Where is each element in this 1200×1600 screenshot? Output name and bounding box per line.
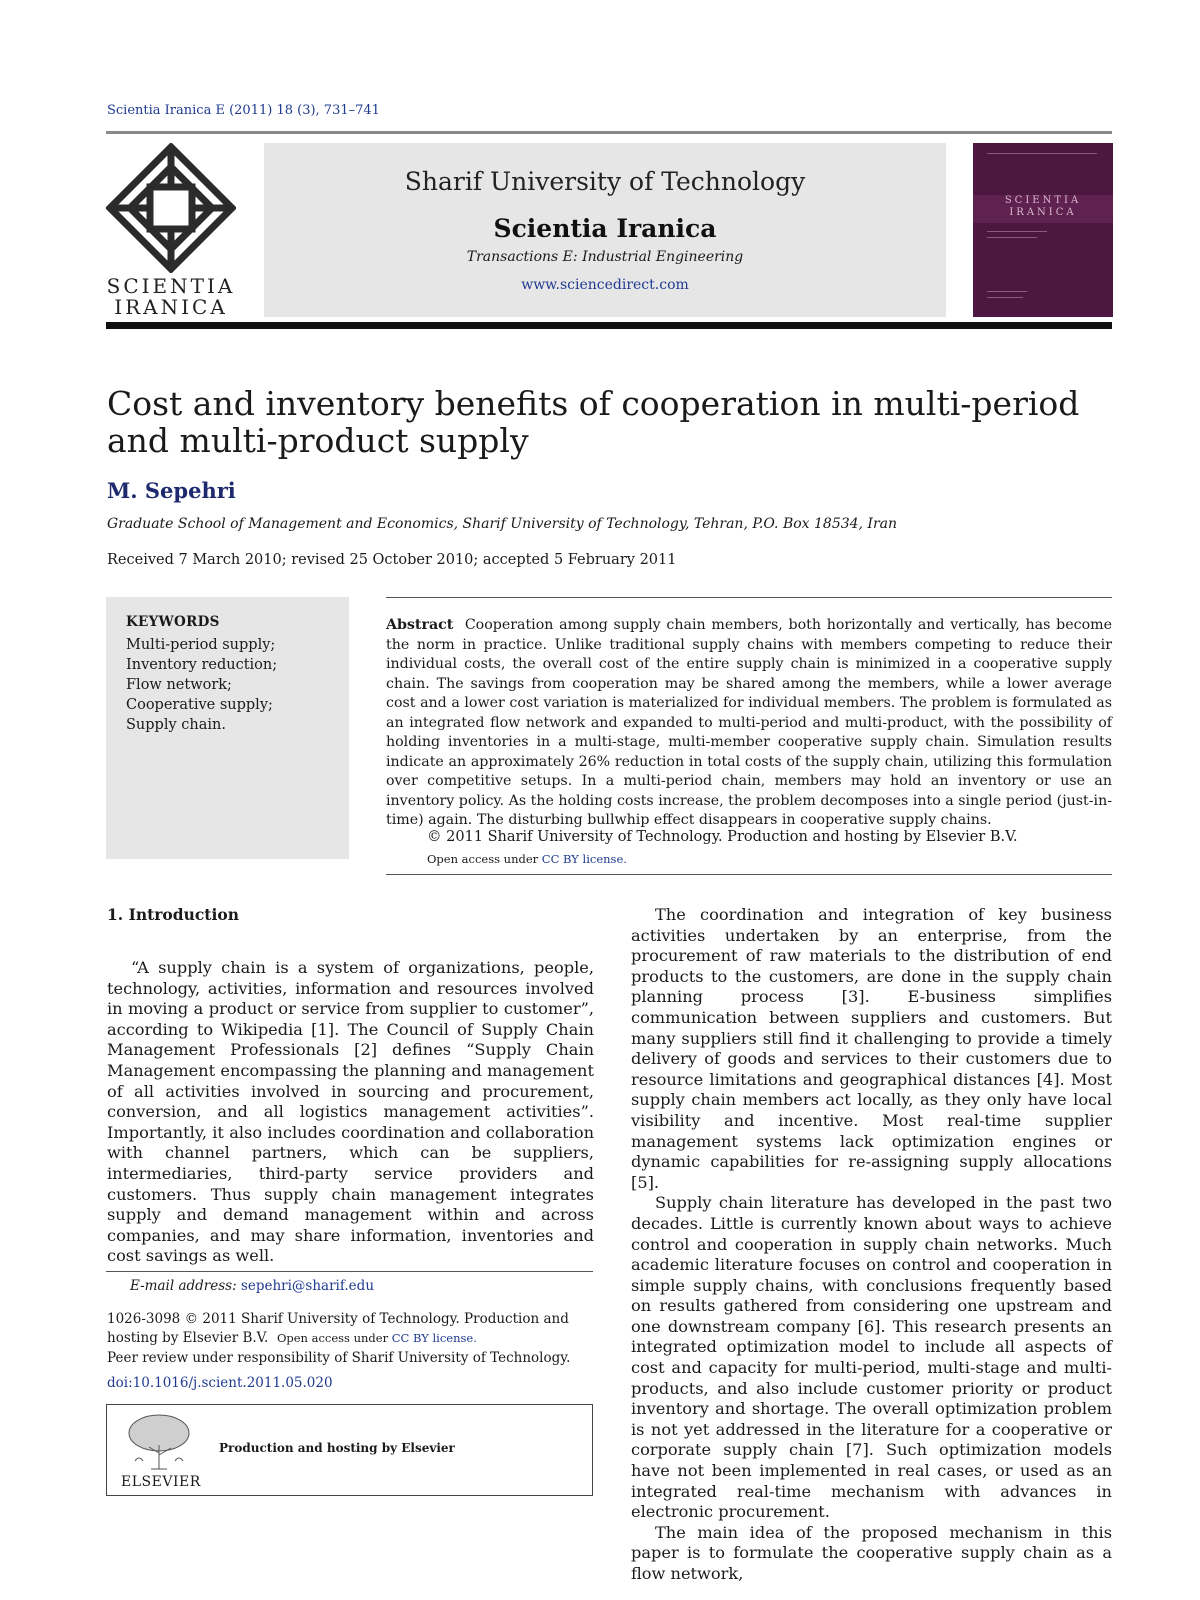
keyword-item: Cooperative supply; — [126, 697, 273, 713]
journal-name: Scientia Iranica — [493, 214, 717, 243]
peer-review-note: Peer review under responsibility of Sharif University of Technology. — [107, 1350, 571, 1366]
elsevier-wordmark: ELSEVIER — [121, 1474, 201, 1490]
cover-title-line2: IRANICA — [1009, 207, 1077, 218]
scientia-iranica-logo — [106, 143, 236, 318]
cover-line — [987, 291, 1027, 292]
abstract-top-rule — [386, 597, 1112, 598]
keyword-item: Inventory reduction; — [126, 657, 278, 673]
keyword-item: Supply chain. — [126, 717, 226, 733]
header-rule — [106, 131, 1112, 134]
doi-link[interactable]: doi:10.1016/j.scient.2011.05.020 — [107, 1375, 333, 1391]
abstract-bottom-rule — [386, 874, 1112, 875]
cover-line — [987, 237, 1037, 238]
body-paragraph: The main idea of the proposed mechanism in this paper is to formulate the cooperative supply chain as a flow network, — [631, 1522, 1112, 1583]
abstract-text: Cooperation among supply chain members, both horizontally and vertically, has become the norm in practice. Unlike traditional supply chains with members competing to reduce their individual costs, the overall cost of the entire supply chain is minimized in a cooperative supply chain. The savings from cooperation may be shared among the members, while a lower average cost and a lower cost variation is materialized for individual members. The problem is formulated as an integrated flow network and expanded to multi-period and multi-product, with the possibility of holding inventories in a multi-stage, multi-member cooperative supply chain. Simulation results indicate an approximately 26% reduction in total costs of the supply chain, utilizing this formulation over competitive setups. In a multi-period chain, members may hold an inventory or use an inventory policy. As the holding costs increase, the problem decomposes into a single period (just-in-time) again. The disturbing bullwhip effect disappears in cooperative supply chains. — [386, 617, 1112, 828]
keywords-box — [106, 597, 349, 859]
footnote-rule — [106, 1271, 593, 1272]
email-link[interactable]: sepehri@sharif.edu — [240, 1278, 375, 1294]
keywords-heading: KEYWORDS — [126, 614, 220, 630]
introduction-column — [107, 958, 594, 1267]
elsevier-tree-icon — [121, 1411, 197, 1473]
issn-line: 1026-3098 © 2011 Sharif University of Technology. Production and hosting by Elsevier B.V. — [107, 1311, 569, 1346]
abstract-open-access — [427, 852, 627, 866]
elsevier-hosting-text: Production and hosting by Elsevier — [219, 1441, 455, 1455]
keywords-list — [126, 635, 277, 735]
journal-header — [264, 143, 946, 317]
body-paragraph: Supply chain literature has developed in the past two decades. Little is currently known about ways to achieve control and cooperation in supply chain networks. Much academic literature focuses on control and cooperation in simple supply chains, with conclusions frequently based on results gathered from considering one upstream and one downstream company [6]. This research presents an integrated optimization model to include all aspects of cost and capacity for multi-period, multi-stage and multi-products, and also include customer priority or product inventory and shortage. The overall optimization problem is not yet addressed in the literature for a cooperative or corporate supply chain [7]. Such optimization models have not been implemented in real cases, or used as an integrated real-time mechanism with advances in electronic procurement. — [631, 1193, 1112, 1522]
author-affiliation: Graduate School of Management and Economics, Sharif University of Technology, Tehran, P.O. Box 18534, Iran — [107, 516, 898, 532]
article-title: Cost and inventory benefits of cooperation in multi-period and multi-product supply — [107, 384, 1080, 460]
keyword-item: Flow network; — [126, 677, 232, 693]
right-column — [631, 905, 1112, 1585]
author-name[interactable]: M. Sepehri — [107, 478, 236, 503]
author-email — [130, 1278, 374, 1294]
knot-emblem-icon — [106, 143, 236, 273]
journal-transactions: Transactions E: Industrial Engineering — [466, 249, 744, 265]
cover-line — [987, 153, 1097, 154]
issn-copyright — [107, 1310, 597, 1348]
open-access-prefix: Open access under — [276, 1331, 392, 1345]
cover-title — [973, 195, 1113, 219]
journal-cover-thumbnail[interactable] — [973, 143, 1113, 317]
email-label: E-mail address: — [130, 1278, 237, 1294]
section-heading-introduction: 1. Introduction — [107, 905, 239, 924]
cover-line — [987, 297, 1023, 298]
logo-text-line2: IRANICA — [114, 295, 228, 319]
abstract-copyright: © 2011 Sharif University of Technology. Production and hosting by Elsevier B.V. — [427, 829, 1018, 845]
abstract-label: Abstract — [386, 617, 454, 633]
cc-by-license-link[interactable]: CC BY license. — [541, 852, 627, 866]
cc-by-license-link[interactable]: CC BY license. — [391, 1331, 477, 1345]
open-access-prefix: Open access under — [427, 852, 542, 866]
elsevier-hosting-box — [106, 1404, 593, 1496]
body-paragraph: The coordination and integration of key business activities undertaken by an enterprise, from the procurement of raw materials to the distribution of end products to the customers, are done in the supply chain planning process [3]. E-business simplifies communication between suppliers and customers. But many suppliers still find it challenging to provide a timely delivery of goods and services to their customers due to resource limitations and geographical distances [4]. Most supply chain members act locally, as they only have local visibility and incentive. Most real-time supplier management systems lack optimization engines or dynamic capabilities for re-assigning supply allocations [5]. — [631, 905, 1112, 1192]
article-history: Received 7 March 2010; revised 25 October 2010; accepted 5 February 2011 — [107, 552, 677, 568]
journal-citation[interactable]: Scientia Iranica E (2011) 18 (3), 731–741 — [107, 103, 380, 118]
cover-title-line1: SCIENTIA — [1004, 195, 1082, 206]
body-paragraph: “A supply chain is a system of organizations, people, technology, activities, information and resources involved in moving a product or service from supplier to customer”, according to Wikipedia [1]. The Council of Supply Chain Management Professionals [2] defines “Supply Chain Management encompassing the planning and management of all activities involved in sourcing and procurement, conversion, and all logistics management activities”. Importantly, it also includes coordination and collaboration with channel partners, which can be suppliers, intermediaries, third-party service providers and customers. Thus supply chain management integrates supply and demand management within and across companies, and may share information, inventories and cost savings as well. — [107, 958, 594, 1266]
logo-text-line1: SCIENTIA — [106, 274, 236, 298]
university-name: Sharif University of Technology — [404, 167, 806, 196]
keyword-item: Multi-period supply; — [126, 637, 276, 653]
abstract — [386, 616, 1112, 831]
header-thick-rule — [106, 322, 1112, 329]
cover-line — [987, 231, 1047, 232]
sciencedirect-link[interactable]: www.sciencedirect.com — [521, 277, 689, 293]
